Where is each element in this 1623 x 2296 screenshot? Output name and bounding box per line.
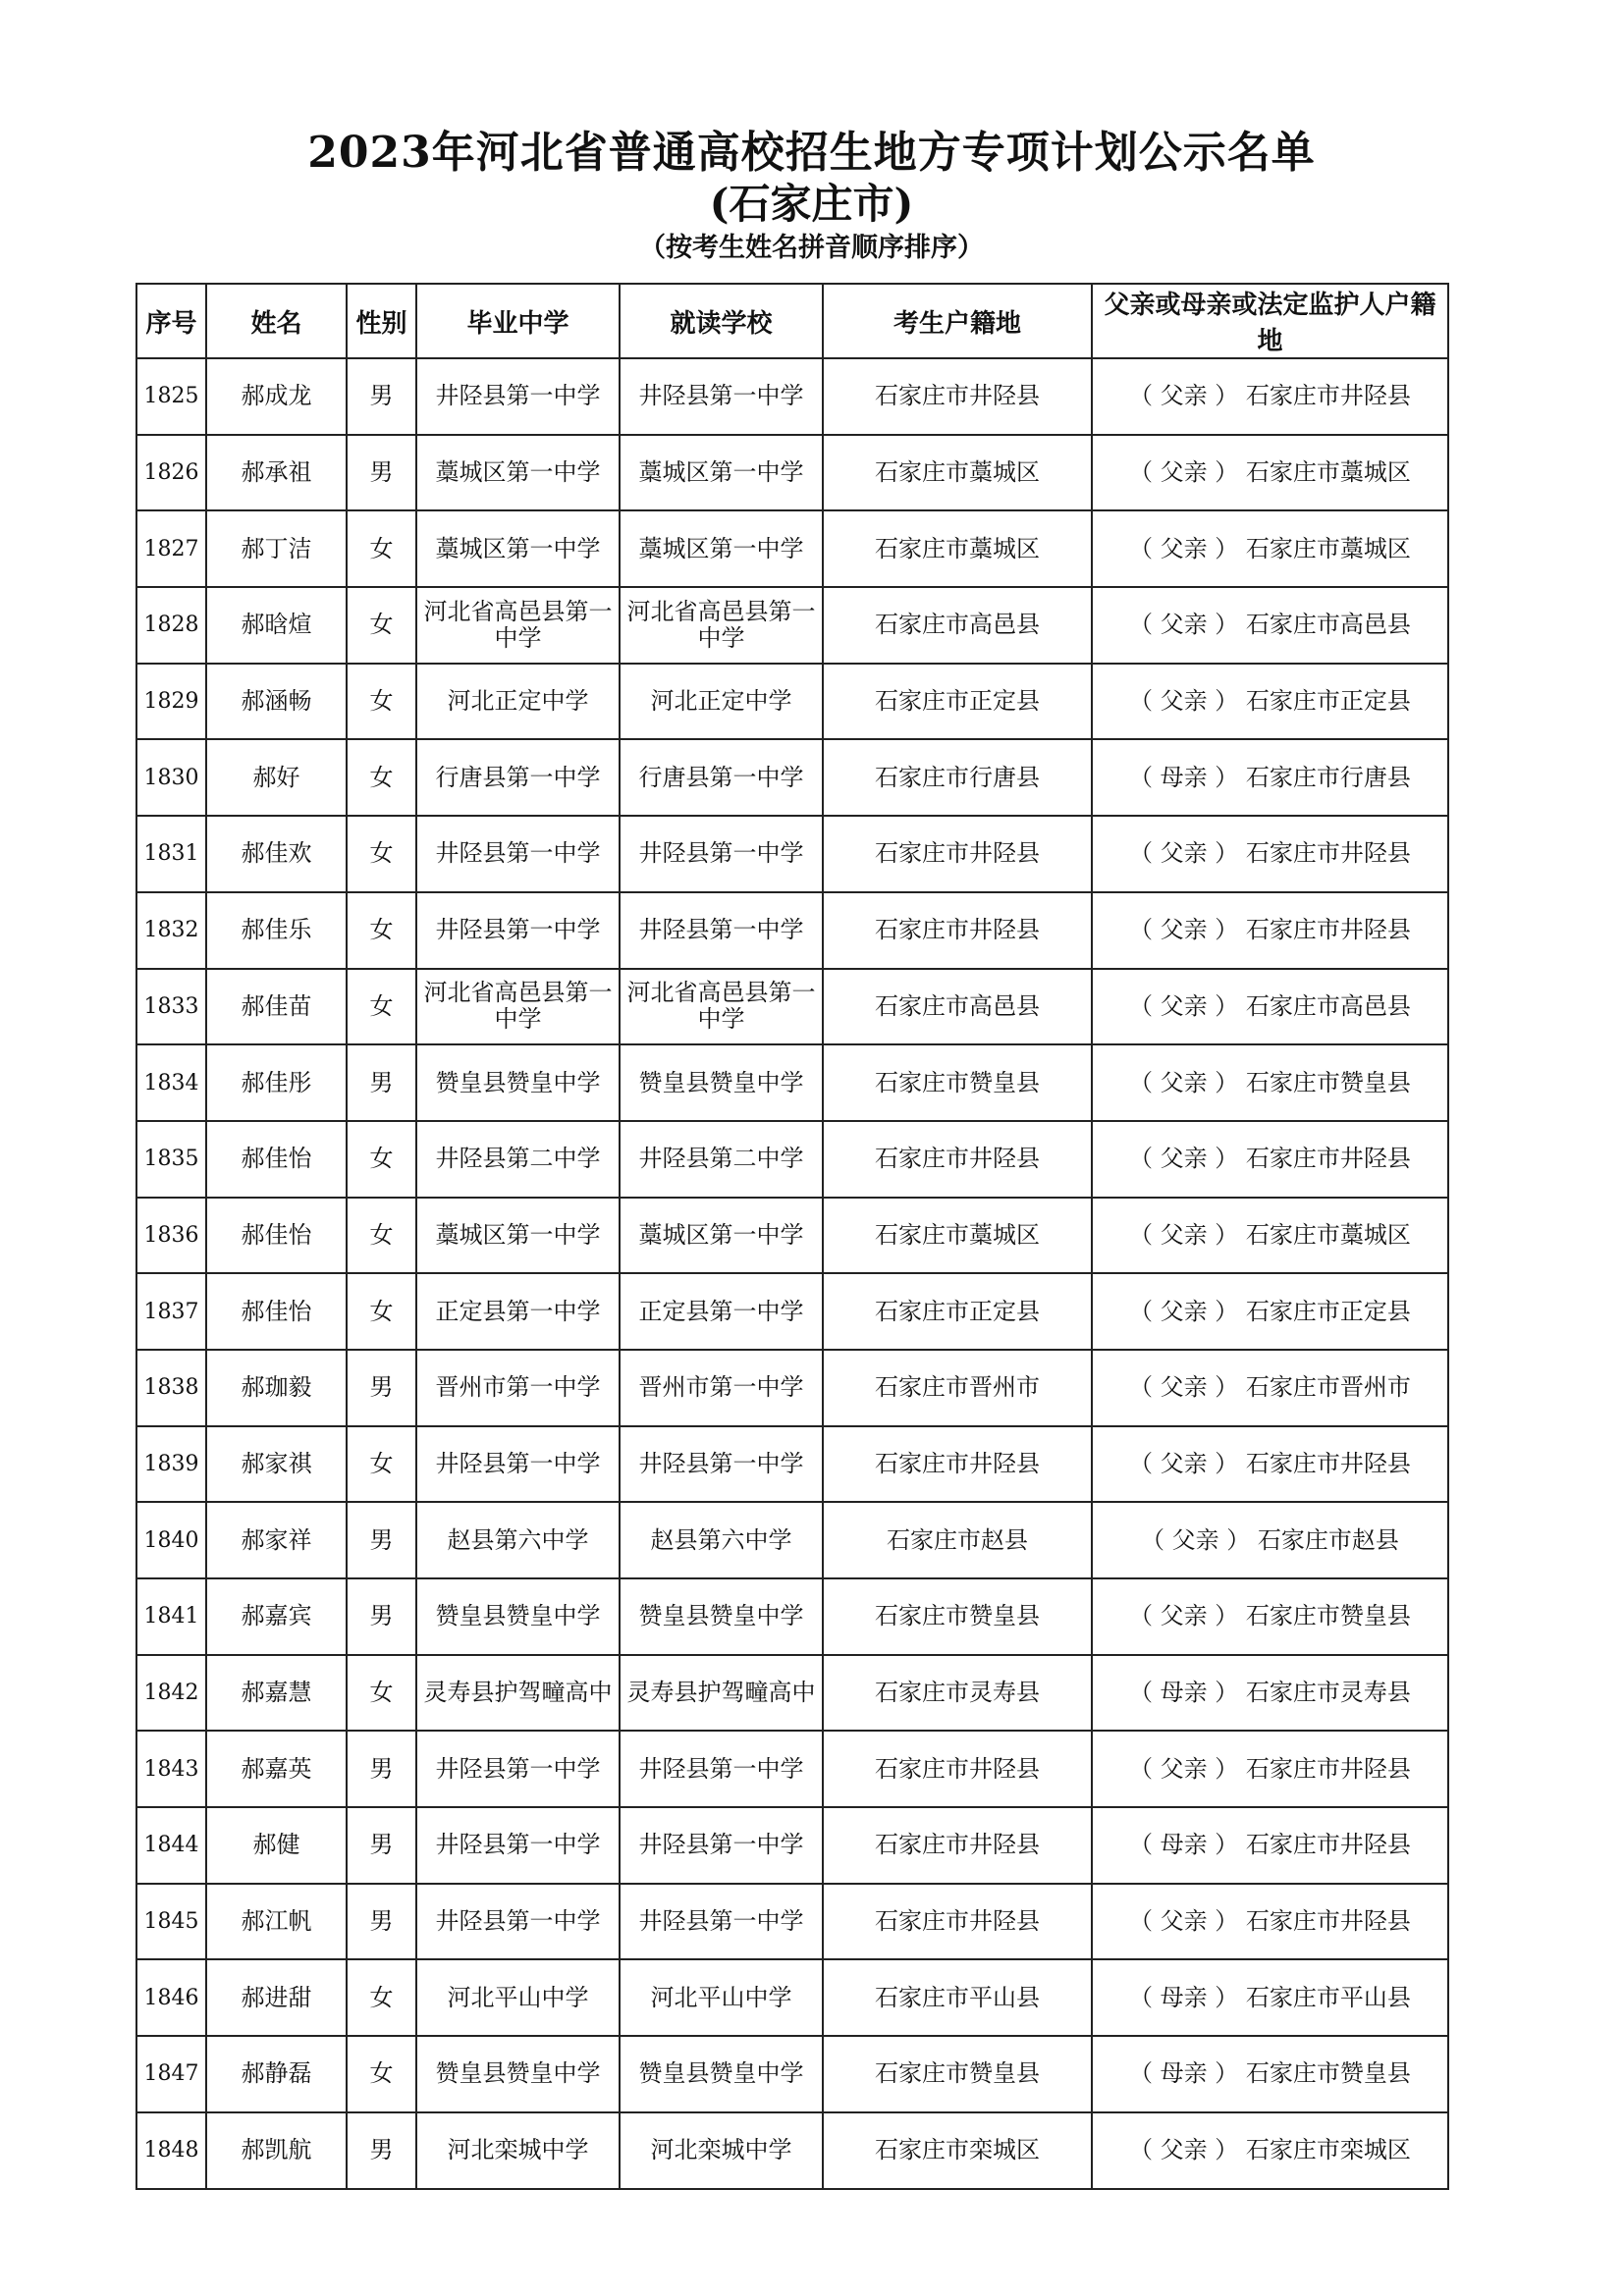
document-subtitle: (石家庄市): [709, 180, 914, 228]
cell-name: 郝家祺: [206, 1426, 347, 1503]
table-row: [136, 358, 1448, 435]
cell-guardian-hukou: （ 父亲 ） 石家庄市晋州市: [1092, 1350, 1448, 1426]
cell-gender: 女: [347, 510, 416, 587]
cell-current-school: 井陉县第一中学: [620, 1426, 823, 1503]
roster-table: [135, 283, 1449, 2190]
header-name: 姓名: [206, 284, 347, 358]
cell-name: 郝佳怡: [206, 1198, 347, 1274]
table-row: [136, 664, 1448, 740]
sort-note: （按考生姓名拼音顺序排序）: [639, 233, 984, 263]
cell-current-school: 赞皇县赞皇中学: [620, 2036, 823, 2112]
cell-grad-school: 赞皇县赞皇中学: [416, 1578, 620, 1655]
cell-name: 郝家祥: [206, 1502, 347, 1578]
table-row: [136, 587, 1448, 664]
cell-gender: 女: [347, 1273, 416, 1350]
cell-grad-school: 河北栾城中学: [416, 2112, 620, 2189]
cell-grad-school: 藁城区第一中学: [416, 510, 620, 587]
table-row: [136, 1426, 1448, 1503]
cell-gender: 男: [347, 1578, 416, 1655]
table-header-row: [136, 284, 1448, 358]
cell-gender: 女: [347, 739, 416, 816]
cell-guardian-hukou: （ 父亲 ） 石家庄市赞皇县: [1092, 1578, 1448, 1655]
cell-grad-school: 行唐县第一中学: [416, 739, 620, 816]
document-title: 2023年河北省普通高校招生地方专项计划公示名单: [307, 128, 1316, 178]
cell-gender: 女: [347, 1655, 416, 1732]
cell-guardian-hukou: （ 母亲 ） 石家庄市平山县: [1092, 1959, 1448, 2036]
cell-guardian-hukou: （ 父亲 ） 石家庄市藁城区: [1092, 435, 1448, 511]
cell-guardian-hukou: （ 父亲 ） 石家庄市高邑县: [1092, 969, 1448, 1045]
cell-guardian-hukou: （ 父亲 ） 石家庄市藁城区: [1092, 510, 1448, 587]
cell-guardian-hukou: （ 父亲 ） 石家庄市井陉县: [1092, 892, 1448, 969]
table-row: [136, 1578, 1448, 1655]
cell-current-school: 正定县第一中学: [620, 1273, 823, 1350]
cell-hukou: 石家庄市藁城区: [823, 435, 1092, 511]
cell-grad-school: 赵县第六中学: [416, 1502, 620, 1578]
cell-no: 1846: [136, 1959, 206, 2036]
cell-no: 1829: [136, 664, 206, 740]
cell-no: 1832: [136, 892, 206, 969]
cell-grad-school: 河北平山中学: [416, 1959, 620, 2036]
cell-no: 1838: [136, 1350, 206, 1426]
cell-current-school: 藁城区第一中学: [620, 510, 823, 587]
cell-current-school: 藁城区第一中学: [620, 435, 823, 511]
cell-hukou: 石家庄市栾城区: [823, 2112, 1092, 2189]
cell-name: 郝健: [206, 1807, 347, 1884]
cell-grad-school: 正定县第一中学: [416, 1273, 620, 1350]
cell-guardian-hukou: （ 父亲 ） 石家庄市井陉县: [1092, 1121, 1448, 1198]
cell-no: 1826: [136, 435, 206, 511]
cell-name: 郝江帆: [206, 1884, 347, 1960]
cell-no: 1837: [136, 1273, 206, 1350]
cell-guardian-hukou: （ 父亲 ） 石家庄市栾城区: [1092, 2112, 1448, 2189]
table-row: [136, 1198, 1448, 1274]
cell-gender: 女: [347, 587, 416, 664]
cell-grad-school: 赞皇县赞皇中学: [416, 2036, 620, 2112]
cell-grad-school: 井陉县第一中学: [416, 816, 620, 892]
cell-grad-school: 井陉县第一中学: [416, 1426, 620, 1503]
table-row: [136, 2112, 1448, 2189]
cell-gender: 男: [347, 1044, 416, 1121]
cell-guardian-hukou: （ 母亲 ） 石家庄市井陉县: [1092, 1807, 1448, 1884]
cell-hukou: 石家庄市赞皇县: [823, 1044, 1092, 1121]
cell-grad-school: 灵寿县护驾疃高中: [416, 1655, 620, 1732]
cell-gender: 男: [347, 1807, 416, 1884]
header-hukou: 考生户籍地: [823, 284, 1092, 358]
cell-hukou: 石家庄市井陉县: [823, 1807, 1092, 1884]
header-no: 序号: [136, 284, 206, 358]
cell-gender: 男: [347, 1884, 416, 1960]
cell-gender: 女: [347, 1198, 416, 1274]
cell-guardian-hukou: （ 母亲 ） 石家庄市灵寿县: [1092, 1655, 1448, 1732]
cell-name: 郝丁洁: [206, 510, 347, 587]
cell-current-school: 行唐县第一中学: [620, 739, 823, 816]
cell-gender: 男: [347, 1731, 416, 1807]
cell-gender: 男: [347, 358, 416, 435]
cell-current-school: 井陉县第一中学: [620, 1731, 823, 1807]
cell-current-school: 河北平山中学: [620, 1959, 823, 2036]
cell-current-school: 井陉县第一中学: [620, 892, 823, 969]
header-current-school: 就读学校: [620, 284, 823, 358]
table-row: [136, 1121, 1448, 1198]
cell-current-school: 灵寿县护驾疃高中: [620, 1655, 823, 1732]
cell-grad-school: 河北省高邑县第一中学: [416, 587, 620, 664]
cell-hukou: 石家庄市藁城区: [823, 1198, 1092, 1274]
cell-name: 郝佳彤: [206, 1044, 347, 1121]
cell-name: 郝承祖: [206, 435, 347, 511]
cell-grad-school: 井陉县第一中学: [416, 358, 620, 435]
cell-current-school: 井陉县第一中学: [620, 358, 823, 435]
table-row: [136, 1273, 1448, 1350]
cell-current-school: 藁城区第一中学: [620, 1198, 823, 1274]
cell-guardian-hukou: （ 母亲 ） 石家庄市行唐县: [1092, 739, 1448, 816]
cell-hukou: 石家庄市赞皇县: [823, 2036, 1092, 2112]
cell-no: 1835: [136, 1121, 206, 1198]
cell-grad-school: 井陉县第二中学: [416, 1121, 620, 1198]
cell-no: 1827: [136, 510, 206, 587]
cell-name: 郝佳怡: [206, 1273, 347, 1350]
table-row: [136, 1350, 1448, 1426]
cell-grad-school: 河北省高邑县第一中学: [416, 969, 620, 1045]
table-row: [136, 1959, 1448, 2036]
cell-grad-school: 井陉县第一中学: [416, 1884, 620, 1960]
cell-current-school: 井陉县第一中学: [620, 1884, 823, 1960]
cell-guardian-hukou: （ 父亲 ） 石家庄市赞皇县: [1092, 1044, 1448, 1121]
cell-no: 1848: [136, 2112, 206, 2189]
cell-no: 1840: [136, 1502, 206, 1578]
cell-guardian-hukou: （ 父亲 ） 石家庄市井陉县: [1092, 1426, 1448, 1503]
cell-hukou: 石家庄市赞皇县: [823, 1578, 1092, 1655]
cell-no: 1830: [136, 739, 206, 816]
cell-grad-school: 晋州市第一中学: [416, 1350, 620, 1426]
cell-current-school: 赞皇县赞皇中学: [620, 1044, 823, 1121]
table-row: [136, 1044, 1448, 1121]
roster-body: [136, 358, 1448, 2189]
table-row: [136, 1807, 1448, 1884]
cell-name: 郝成龙: [206, 358, 347, 435]
cell-hukou: 石家庄市井陉县: [823, 1731, 1092, 1807]
cell-name: 郝珈毅: [206, 1350, 347, 1426]
cell-gender: 女: [347, 1426, 416, 1503]
cell-hukou: 石家庄市井陉县: [823, 1121, 1092, 1198]
cell-no: 1844: [136, 1807, 206, 1884]
header-guardian-hukou: 父亲或母亲或法定监护人户籍地: [1092, 284, 1448, 358]
cell-guardian-hukou: （ 父亲 ） 石家庄市藁城区: [1092, 1198, 1448, 1274]
cell-guardian-hukou: （ 父亲 ） 石家庄市正定县: [1092, 1273, 1448, 1350]
cell-current-school: 赞皇县赞皇中学: [620, 1578, 823, 1655]
cell-current-school: 井陉县第二中学: [620, 1121, 823, 1198]
table-row: [136, 1502, 1448, 1578]
cell-gender: 女: [347, 664, 416, 740]
cell-gender: 女: [347, 969, 416, 1045]
cell-guardian-hukou: （ 父亲 ） 石家庄市正定县: [1092, 664, 1448, 740]
cell-name: 郝涵畅: [206, 664, 347, 740]
cell-no: 1833: [136, 969, 206, 1045]
cell-current-school: 赵县第六中学: [620, 1502, 823, 1578]
cell-name: 郝佳欢: [206, 816, 347, 892]
cell-grad-school: 井陉县第一中学: [416, 1731, 620, 1807]
cell-hukou: 石家庄市高邑县: [823, 587, 1092, 664]
cell-hukou: 石家庄市赵县: [823, 1502, 1092, 1578]
cell-no: 1847: [136, 2036, 206, 2112]
cell-hukou: 石家庄市灵寿县: [823, 1655, 1092, 1732]
cell-no: 1839: [136, 1426, 206, 1503]
table-row: [136, 1884, 1448, 1960]
cell-gender: 女: [347, 1121, 416, 1198]
cell-name: 郝佳苗: [206, 969, 347, 1045]
cell-hukou: 石家庄市藁城区: [823, 510, 1092, 587]
cell-name: 郝嘉英: [206, 1731, 347, 1807]
cell-gender: 男: [347, 1502, 416, 1578]
table-row: [136, 1655, 1448, 1732]
cell-current-school: 井陉县第一中学: [620, 816, 823, 892]
cell-guardian-hukou: （ 父亲 ） 石家庄市高邑县: [1092, 587, 1448, 664]
cell-no: 1828: [136, 587, 206, 664]
cell-current-school: 井陉县第一中学: [620, 1807, 823, 1884]
header-grad-school: 毕业中学: [416, 284, 620, 358]
cell-guardian-hukou: （ 父亲 ） 石家庄市井陉县: [1092, 1884, 1448, 1960]
table-row: [136, 435, 1448, 511]
cell-grad-school: 藁城区第一中学: [416, 435, 620, 511]
cell-name: 郝好: [206, 739, 347, 816]
cell-grad-school: 井陉县第一中学: [416, 1807, 620, 1884]
cell-name: 郝进甜: [206, 1959, 347, 2036]
cell-name: 郝佳怡: [206, 1121, 347, 1198]
cell-hukou: 石家庄市井陉县: [823, 1426, 1092, 1503]
table-row: [136, 739, 1448, 816]
cell-gender: 男: [347, 2112, 416, 2189]
cell-no: 1825: [136, 358, 206, 435]
cell-name: 郝佳乐: [206, 892, 347, 969]
cell-gender: 女: [347, 892, 416, 969]
cell-no: 1831: [136, 816, 206, 892]
cell-hukou: 石家庄市正定县: [823, 1273, 1092, 1350]
cell-name: 郝静磊: [206, 2036, 347, 2112]
cell-guardian-hukou: （ 父亲 ） 石家庄市井陉县: [1092, 1731, 1448, 1807]
cell-hukou: 石家庄市井陉县: [823, 892, 1092, 969]
cell-no: 1842: [136, 1655, 206, 1732]
cell-hukou: 石家庄市晋州市: [823, 1350, 1092, 1426]
cell-current-school: 河北正定中学: [620, 664, 823, 740]
cell-gender: 女: [347, 2036, 416, 2112]
table-row: [136, 892, 1448, 969]
cell-hukou: 石家庄市行唐县: [823, 739, 1092, 816]
cell-no: 1841: [136, 1578, 206, 1655]
cell-gender: 男: [347, 1350, 416, 1426]
cell-hukou: 石家庄市井陉县: [823, 358, 1092, 435]
cell-gender: 女: [347, 1959, 416, 2036]
cell-hukou: 石家庄市高邑县: [823, 969, 1092, 1045]
cell-name: 郝晗煊: [206, 587, 347, 664]
cell-grad-school: 赞皇县赞皇中学: [416, 1044, 620, 1121]
cell-current-school: 河北省高邑县第一中学: [620, 969, 823, 1045]
table-row: [136, 969, 1448, 1045]
cell-hukou: 石家庄市井陉县: [823, 1884, 1092, 1960]
cell-name: 郝凯航: [206, 2112, 347, 2189]
cell-grad-school: 藁城区第一中学: [416, 1198, 620, 1274]
cell-current-school: 晋州市第一中学: [620, 1350, 823, 1426]
cell-name: 郝嘉慧: [206, 1655, 347, 1732]
cell-grad-school: 井陉县第一中学: [416, 892, 620, 969]
cell-guardian-hukou: （ 父亲 ） 石家庄市赵县: [1092, 1502, 1448, 1578]
cell-no: 1836: [136, 1198, 206, 1274]
cell-hukou: 石家庄市井陉县: [823, 816, 1092, 892]
cell-guardian-hukou: （ 母亲 ） 石家庄市赞皇县: [1092, 2036, 1448, 2112]
table-row: [136, 510, 1448, 587]
table-row: [136, 1731, 1448, 1807]
cell-name: 郝嘉宾: [206, 1578, 347, 1655]
cell-no: 1843: [136, 1731, 206, 1807]
cell-current-school: 河北栾城中学: [620, 2112, 823, 2189]
cell-hukou: 石家庄市正定县: [823, 664, 1092, 740]
header-gender: 性别: [347, 284, 416, 358]
cell-hukou: 石家庄市平山县: [823, 1959, 1092, 2036]
cell-no: 1845: [136, 1884, 206, 1960]
cell-gender: 男: [347, 435, 416, 511]
cell-gender: 女: [347, 816, 416, 892]
cell-guardian-hukou: （ 父亲 ） 石家庄市井陉县: [1092, 358, 1448, 435]
cell-current-school: 河北省高邑县第一中学: [620, 587, 823, 664]
table-row: [136, 2036, 1448, 2112]
cell-no: 1834: [136, 1044, 206, 1121]
cell-grad-school: 河北正定中学: [416, 664, 620, 740]
table-row: [136, 816, 1448, 892]
cell-guardian-hukou: （ 父亲 ） 石家庄市井陉县: [1092, 816, 1448, 892]
